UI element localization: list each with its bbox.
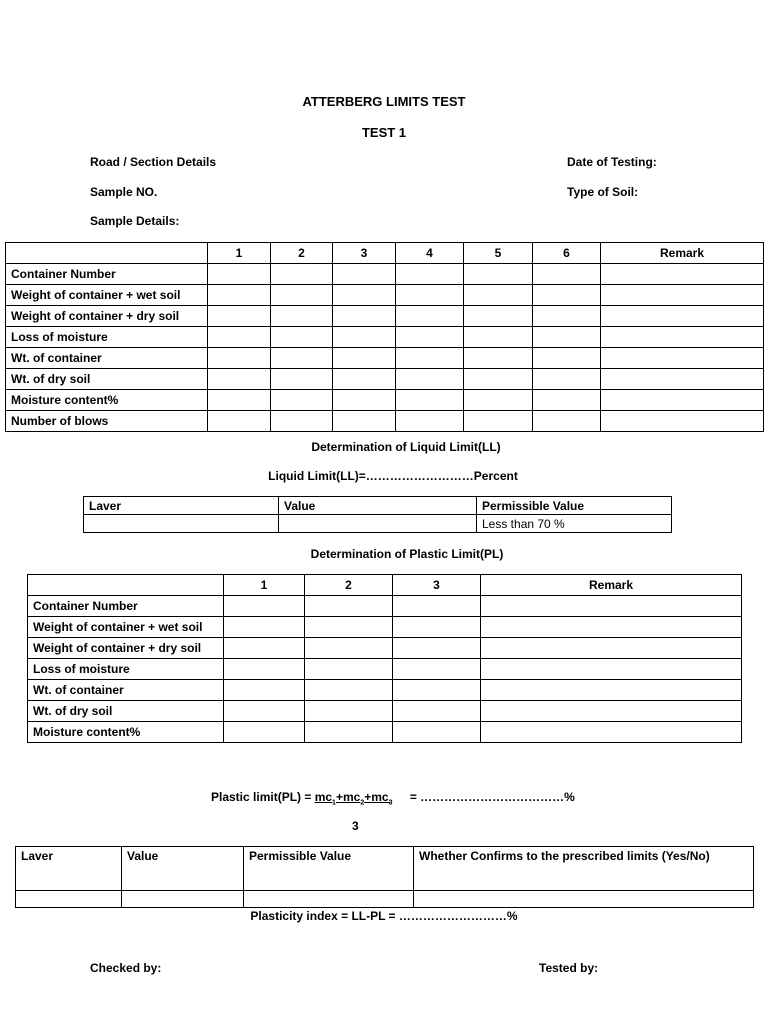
table-row bbox=[6, 327, 764, 348]
cell[interactable] bbox=[396, 390, 464, 411]
cell[interactable] bbox=[396, 264, 464, 285]
cell[interactable] bbox=[393, 722, 481, 743]
cell[interactable] bbox=[305, 638, 393, 659]
cell[interactable] bbox=[396, 369, 464, 390]
cell[interactable] bbox=[393, 638, 481, 659]
formula-denominator: 3 bbox=[352, 819, 359, 833]
cell[interactable] bbox=[271, 327, 333, 348]
column-header: 3 bbox=[333, 243, 396, 264]
column-header: 2 bbox=[271, 243, 333, 264]
cell[interactable] bbox=[208, 348, 271, 369]
permissible-value-cell: Less than 70 % bbox=[477, 515, 672, 533]
cell[interactable] bbox=[601, 369, 764, 390]
column-header: 2 bbox=[305, 575, 393, 596]
cell[interactable] bbox=[464, 369, 533, 390]
cell[interactable] bbox=[393, 596, 481, 617]
cell[interactable] bbox=[533, 390, 601, 411]
cell[interactable] bbox=[208, 390, 271, 411]
document-title: ATTERBERG LIMITS TEST bbox=[302, 94, 466, 109]
liquid-limit-heading: Determination of Liquid Limit(LL) bbox=[311, 440, 501, 454]
row-label: Number of blows bbox=[6, 411, 208, 432]
cell[interactable] bbox=[533, 369, 601, 390]
column-header: 1 bbox=[224, 575, 305, 596]
table-row bbox=[6, 264, 764, 285]
date-of-testing-label: Date of Testing: bbox=[567, 155, 657, 169]
column-header: 4 bbox=[396, 243, 464, 264]
cell[interactable] bbox=[464, 327, 533, 348]
cell[interactable] bbox=[333, 369, 396, 390]
row-label: Container Number bbox=[28, 596, 224, 617]
column-header: 1 bbox=[208, 243, 271, 264]
row-label: Wt. of dry soil bbox=[28, 701, 224, 722]
cell[interactable] bbox=[601, 411, 764, 432]
cell[interactable] bbox=[271, 285, 333, 306]
cell[interactable] bbox=[393, 701, 481, 722]
cell[interactable] bbox=[464, 390, 533, 411]
table-row bbox=[6, 306, 764, 327]
cell[interactable] bbox=[271, 390, 333, 411]
cell[interactable] bbox=[305, 680, 393, 701]
table-row bbox=[28, 638, 742, 659]
column-header: 5 bbox=[464, 243, 533, 264]
table-row bbox=[6, 369, 764, 390]
cell[interactable] bbox=[333, 285, 396, 306]
column-header: Value bbox=[279, 497, 477, 515]
cell[interactable] bbox=[305, 659, 393, 680]
cell[interactable] bbox=[601, 264, 764, 285]
cell[interactable] bbox=[224, 659, 305, 680]
cell[interactable] bbox=[224, 638, 305, 659]
plastic-limit-formula bbox=[211, 790, 575, 806]
cell[interactable] bbox=[481, 701, 742, 722]
road-section-label: Road / Section Details bbox=[90, 155, 217, 169]
table-row bbox=[6, 390, 764, 411]
cell[interactable] bbox=[305, 722, 393, 743]
cell[interactable] bbox=[393, 617, 481, 638]
plastic-limit-summary-table bbox=[15, 846, 754, 908]
table-header-row bbox=[28, 575, 742, 596]
sample-no-label: Sample NO. bbox=[90, 185, 158, 199]
cell[interactable] bbox=[393, 659, 481, 680]
cell[interactable] bbox=[481, 722, 742, 743]
row-label: Weight of container + dry soil bbox=[6, 306, 208, 327]
cell[interactable] bbox=[464, 348, 533, 369]
value-cell[interactable] bbox=[279, 515, 477, 533]
laver-cell[interactable] bbox=[84, 515, 279, 533]
cell[interactable] bbox=[396, 285, 464, 306]
cell[interactable] bbox=[333, 327, 396, 348]
column-header bbox=[6, 243, 208, 264]
table-row bbox=[84, 515, 672, 533]
cell[interactable] bbox=[464, 411, 533, 432]
table-row bbox=[6, 285, 764, 306]
liquid-limit-formula: Liquid Limit(LL)=………………………Percent bbox=[268, 469, 518, 483]
cell[interactable] bbox=[396, 306, 464, 327]
cell[interactable] bbox=[533, 348, 601, 369]
type-of-soil-label: Type of Soil: bbox=[567, 185, 639, 199]
row-label: Wt. of container bbox=[28, 680, 224, 701]
cell[interactable] bbox=[601, 306, 764, 327]
plastic-limit-heading: Determination of Plastic Limit(PL) bbox=[310, 547, 504, 561]
cell[interactable] bbox=[396, 327, 464, 348]
cell[interactable] bbox=[305, 701, 393, 722]
row-label: Moisture content% bbox=[6, 390, 208, 411]
value-cell[interactable] bbox=[122, 891, 244, 908]
cell[interactable] bbox=[481, 659, 742, 680]
cell[interactable] bbox=[533, 306, 601, 327]
cell[interactable] bbox=[333, 348, 396, 369]
cell[interactable] bbox=[393, 680, 481, 701]
cell[interactable] bbox=[481, 680, 742, 701]
plasticity-index-formula: Plasticity index = LL-PL = ………………………% bbox=[250, 909, 518, 923]
table-header-row bbox=[84, 497, 672, 515]
cell[interactable] bbox=[305, 617, 393, 638]
cell[interactable] bbox=[271, 411, 333, 432]
cell[interactable] bbox=[208, 285, 271, 306]
cell[interactable] bbox=[601, 285, 764, 306]
column-header: Remark bbox=[481, 575, 742, 596]
formula-numerator: $mc_1+mc_2+mc_3$ bbox=[314, 790, 393, 807]
row-label: Container Number bbox=[6, 264, 208, 285]
column-header: 6 bbox=[533, 243, 601, 264]
cell[interactable] bbox=[224, 596, 305, 617]
sample-details-label: Sample Details: bbox=[90, 214, 180, 228]
cell[interactable] bbox=[601, 348, 764, 369]
cell[interactable] bbox=[333, 306, 396, 327]
cell[interactable] bbox=[208, 369, 271, 390]
cell[interactable] bbox=[271, 264, 333, 285]
row-label: Wt. of dry soil bbox=[6, 369, 208, 390]
liquid-limit-table bbox=[5, 242, 764, 432]
cell[interactable] bbox=[224, 701, 305, 722]
cell[interactable] bbox=[224, 722, 305, 743]
cell[interactable] bbox=[305, 596, 393, 617]
table-header-row bbox=[6, 243, 764, 264]
cell[interactable] bbox=[533, 411, 601, 432]
cell[interactable] bbox=[464, 285, 533, 306]
cell[interactable] bbox=[333, 411, 396, 432]
confirms-cell[interactable] bbox=[414, 891, 754, 908]
cell[interactable] bbox=[208, 411, 271, 432]
table-row bbox=[16, 891, 754, 908]
permissible-value-cell[interactable] bbox=[244, 891, 414, 908]
row-label: Loss of moisture bbox=[28, 659, 224, 680]
table-row bbox=[28, 659, 742, 680]
row-label: Weight of container + dry soil bbox=[28, 638, 224, 659]
column-header: Laver bbox=[84, 497, 279, 515]
row-label: Weight of container + wet soil bbox=[6, 285, 208, 306]
laver-cell[interactable] bbox=[16, 891, 122, 908]
cell[interactable] bbox=[601, 390, 764, 411]
plastic-limit-table bbox=[27, 574, 742, 743]
cell[interactable] bbox=[601, 327, 764, 348]
cell[interactable] bbox=[481, 617, 742, 638]
cell[interactable] bbox=[396, 348, 464, 369]
cell[interactable] bbox=[481, 596, 742, 617]
table-row bbox=[28, 701, 742, 722]
cell[interactable] bbox=[333, 264, 396, 285]
test-number: TEST 1 bbox=[361, 125, 407, 140]
checked-by-label: Checked by: bbox=[90, 961, 162, 975]
formula-prefix: Plastic limit(PL) = bbox=[211, 790, 312, 804]
column-header: Whether Confirms to the prescribed limits (Yes/No) bbox=[414, 847, 754, 891]
table-header-row bbox=[16, 847, 754, 891]
cell[interactable] bbox=[533, 264, 601, 285]
cell[interactable] bbox=[481, 638, 742, 659]
column-header: Remark bbox=[601, 243, 764, 264]
table-row bbox=[28, 617, 742, 638]
row-label: Wt. of container bbox=[6, 348, 208, 369]
table-row bbox=[6, 411, 764, 432]
column-header: Permissible Value bbox=[477, 497, 672, 515]
table-row bbox=[28, 680, 742, 701]
table-row bbox=[28, 722, 742, 743]
cell[interactable] bbox=[396, 411, 464, 432]
cell[interactable] bbox=[464, 264, 533, 285]
cell[interactable] bbox=[271, 369, 333, 390]
row-label: Loss of moisture bbox=[6, 327, 208, 348]
cell[interactable] bbox=[208, 306, 271, 327]
row-label: Weight of container + wet soil bbox=[28, 617, 224, 638]
row-label: Moisture content% bbox=[28, 722, 224, 743]
cell[interactable] bbox=[464, 306, 533, 327]
cell[interactable] bbox=[271, 306, 333, 327]
formula-suffix: = ………………………………% bbox=[409, 790, 575, 804]
cell[interactable] bbox=[208, 327, 271, 348]
column-header: Value bbox=[122, 847, 244, 891]
cell[interactable] bbox=[533, 327, 601, 348]
table-row bbox=[28, 596, 742, 617]
cell[interactable] bbox=[333, 390, 396, 411]
cell[interactable] bbox=[224, 617, 305, 638]
table-row bbox=[6, 348, 764, 369]
cell[interactable] bbox=[224, 680, 305, 701]
liquid-limit-summary-table bbox=[83, 496, 672, 533]
column-header bbox=[28, 575, 224, 596]
tested-by-label: Tested by: bbox=[539, 961, 599, 975]
column-header: Permissible Value bbox=[244, 847, 414, 891]
cell[interactable] bbox=[208, 264, 271, 285]
column-header: Laver bbox=[16, 847, 122, 891]
cell[interactable] bbox=[271, 348, 333, 369]
column-header: 3 bbox=[393, 575, 481, 596]
cell[interactable] bbox=[533, 285, 601, 306]
